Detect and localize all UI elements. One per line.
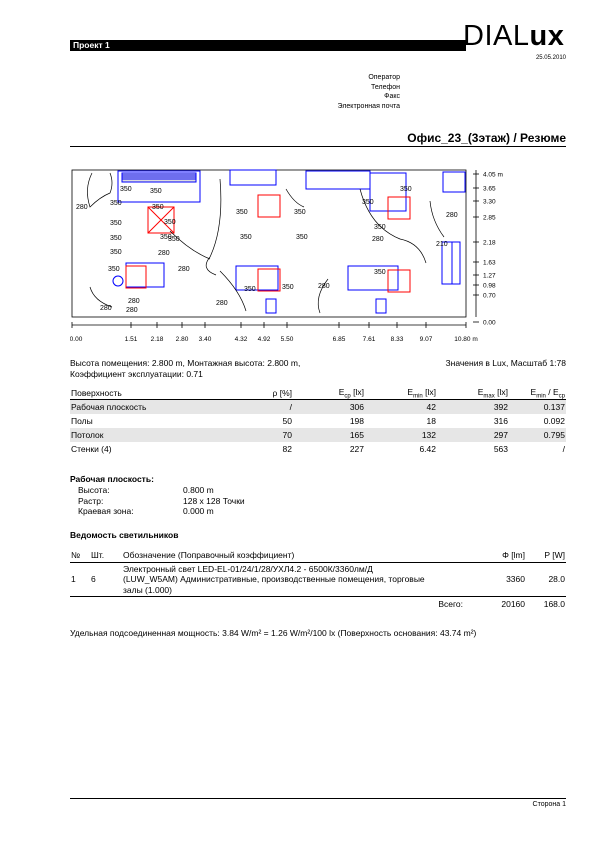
contact-operator: Оператор <box>368 74 400 81</box>
iso-label: 350 <box>110 249 122 256</box>
scale-info: Значения в Lux, Масштаб 1:78 <box>445 358 566 368</box>
project-header-bar <box>70 40 466 51</box>
x-tick-label: 4.32 <box>234 336 248 343</box>
iso-label: 280 <box>76 204 88 211</box>
x-tick-label: 4.92 <box>257 336 271 343</box>
iso-label: 350 <box>110 200 122 207</box>
y-tick-label: 1.27 <box>483 272 496 280</box>
iso-label: 350 <box>168 236 180 243</box>
x-tick-label: 3.40 <box>198 336 212 343</box>
col-uniformity: $E_{min} / E_{ср}$ <box>530 386 565 400</box>
contact-phone: Телефон <box>370 83 400 91</box>
iso-label: 280 <box>446 212 458 219</box>
iso-label: 350 <box>244 286 256 293</box>
page-title: Офис_23_(3этаж) / Резюме <box>407 131 566 145</box>
power-density: Удельная подсоединенная мощность: 3.84 W/m² = 1.26 W/m²/100 lx (Поверхность основания: 43.74 m²) <box>70 628 477 638</box>
y-tick-label: 1.63 <box>483 259 496 267</box>
iso-label: 280 <box>178 266 190 273</box>
room-height-info: Высота помещения: 2.800 m, Монтажная высота: 2.800 m, <box>70 358 301 368</box>
iso-label: 350 <box>110 220 122 227</box>
iso-label: 280 <box>158 250 170 257</box>
iso-label: 350 <box>150 188 162 195</box>
col-emin: $E_{min}$ [lx] <box>407 386 436 400</box>
y-tick-label: 0.98 <box>483 282 496 290</box>
y-tick-label: 2.85 <box>483 214 496 222</box>
x-tick-label: 6.85 <box>332 336 346 343</box>
iso-label: 350 <box>240 234 252 241</box>
x-tick-label: 7.61 <box>362 336 376 343</box>
contact-block <box>338 73 400 111</box>
y-tick-label: 3.30 <box>483 198 496 206</box>
luminaires-plan <box>126 195 410 292</box>
workplane-title: Рабочая плоскость: <box>70 474 154 484</box>
iso-label: 280 <box>100 305 112 312</box>
iso-label: 350 <box>120 186 132 193</box>
luminaires-table <box>70 548 566 611</box>
y-tick-labels <box>473 172 503 327</box>
x-tick-label: 2.18 <box>150 336 164 343</box>
iso-label: 350 <box>374 269 386 276</box>
contact-fax: Факс <box>384 93 400 100</box>
iso-label: 350 <box>294 209 306 216</box>
total-row: Всего: 20160 168.0 <box>438 598 565 609</box>
x-tick-label: 9.07 <box>419 336 433 343</box>
title-rule <box>70 146 566 147</box>
col-surface: Поверхность <box>71 388 122 398</box>
furniture <box>113 170 465 313</box>
x-tick-label: 0.00 <box>70 336 83 343</box>
y-tick-label: 4.05 m <box>483 171 503 179</box>
col-emax: $E_{max}$ [lx] <box>477 386 508 400</box>
iso-label: 350 <box>374 224 386 231</box>
y-tick-label: 3.65 <box>483 185 496 193</box>
page-number: Сторона 1 <box>532 801 566 808</box>
table-row: Полы 50 198 18 316 0.092 <box>71 416 565 426</box>
iso-label: 350 <box>164 219 176 226</box>
col-reflectance: ρ [%] <box>272 388 292 398</box>
dialux-logo: DIALux <box>463 20 565 52</box>
workplane-labels: Высота: Растр: Краевая зона: <box>78 485 134 516</box>
contact-email: Электронная почта <box>337 102 400 110</box>
iso-label: 280 <box>126 307 138 314</box>
iso-label: 280 <box>318 283 330 290</box>
iso-label: 280 <box>128 298 140 305</box>
iso-label: 350 <box>282 284 294 291</box>
maintenance-factor-info: Коэффициент эксплуатации: 0.71 <box>70 369 203 379</box>
iso-label: 350 <box>236 209 248 216</box>
iso-value-labels <box>76 186 458 314</box>
table-row: Стенки (4) 82 227 6.42 563 / <box>71 444 565 454</box>
col-eavg: $E_{ср}$ [lx] <box>338 386 364 400</box>
iso-label: 350 <box>400 186 412 193</box>
iso-label: 350 <box>296 234 308 241</box>
y-tick-label: 2.18 <box>483 239 496 247</box>
luminaires-header-row: № Шт. Обозначение (Поправочный коэффициент) Φ [lm] P [W] <box>71 549 565 560</box>
x-tick-label: 5.50 <box>280 336 294 343</box>
project-name: Проект 1 <box>73 40 110 50</box>
room-plan <box>70 167 510 347</box>
results-table <box>70 386 566 456</box>
results-header-row <box>70 386 566 400</box>
y-tick-label: 0.00 <box>483 319 496 327</box>
workplane-values: 0.800 m 128 x 128 Точки 0.000 m <box>183 485 245 516</box>
iso-label: 350 <box>108 266 120 273</box>
x-tick-label: 10.80 m <box>454 336 478 343</box>
iso-label: 350 <box>152 204 164 211</box>
iso-label: 280 <box>216 300 228 307</box>
iso-label: 210 <box>436 241 448 248</box>
table-row: Рабочая плоскость / 306 42 392 0.137 <box>71 402 565 412</box>
x-tick-label: 1.51 <box>124 336 138 343</box>
x-tick-label: 8.33 <box>390 336 404 343</box>
iso-label: 350 <box>160 234 172 241</box>
footer-rule <box>70 798 566 799</box>
iso-label: 280 <box>372 236 384 243</box>
iso-label: 350 <box>110 235 122 242</box>
y-tick-label: 0.70 <box>483 292 496 300</box>
iso-label: 350 <box>362 199 374 206</box>
luminaires-title: Ведомость светильников <box>70 530 179 540</box>
table-row: Потолок 70 165 132 297 0.795 <box>71 430 565 440</box>
table-header-rule <box>70 399 566 400</box>
x-tick-label: 2.80 <box>175 336 189 343</box>
report-date: 25.05.2010 <box>535 55 566 61</box>
table-row: 1 6 Электронный свет LED-EL-01/24/1/28/УХЛ4.2 - 6500К/3360лм/Д (LUW_W5AM) Административные, производственные помещения, торговые залы (1.000) 3360 28.0 <box>71 563 565 595</box>
